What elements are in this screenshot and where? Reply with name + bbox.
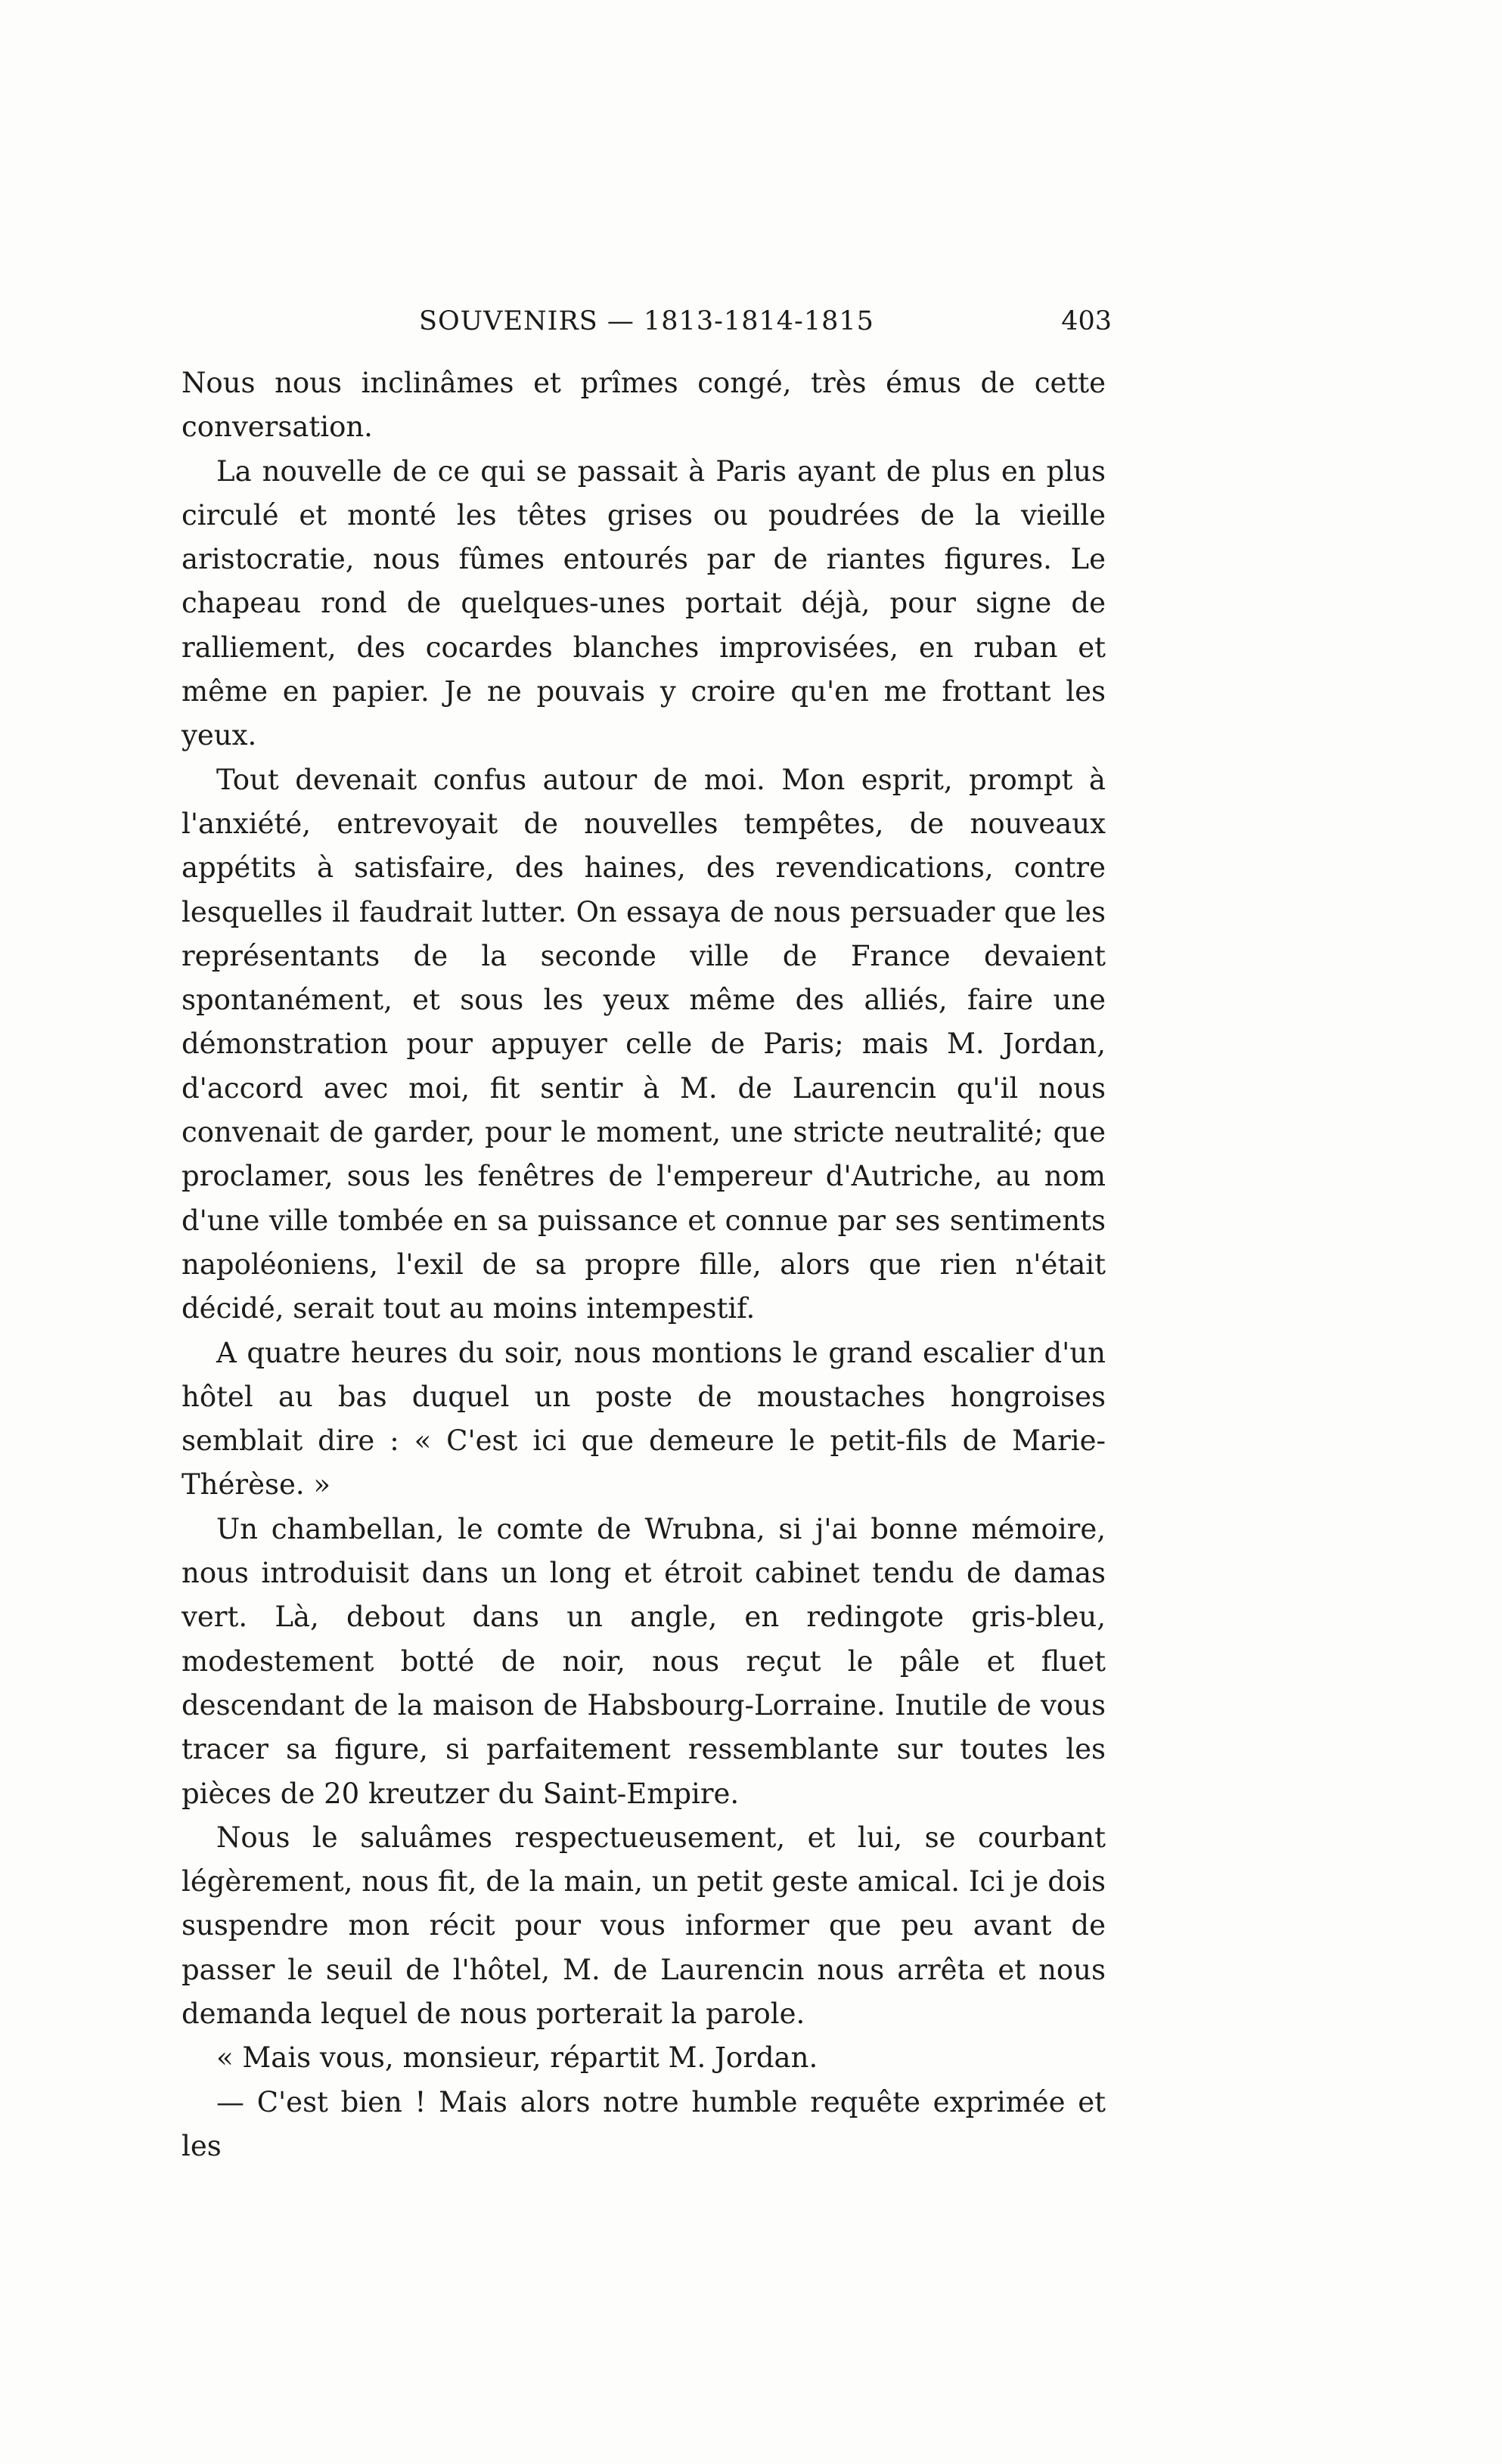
running-header [182, 306, 1112, 352]
paragraph: — C'est bien ! Mais alors notre humble requête exprimée et les [182, 2085, 1106, 2162]
paragraph: Nous le saluâmes respectueusement, et lui, se courbant légèrement, nous fit, de la main, un petit geste amical. Ici je dois suspendre mon récit pour vous informer que peu avant de passer le seuil de l'hôtel, M. de Laurencin nous arrêta et nous demanda lequel de nous porterait la parole. [182, 1821, 1106, 2030]
page-number: 403 [1061, 306, 1112, 336]
paragraph: Un chambellan, le comte de Wrubna, si j'ai bonne mémoire, nous introduisit dans un long et étroit cabinet tendu de damas vert. Là, debout dans un angle, en redingote gris-bleu, modestement botté de noir, nous reçut le pâle et fluet descendant de la maison de Habsbourg-Lorraine. Inutile de vous tracer sa figure, si parfaitement ressemblante sur toutes les pièces de 20 kreutzer du Saint-Empire. [182, 1512, 1106, 1810]
paragraph: Tout devenait confus autour de moi. Mon esprit, prompt à l'anxiété, entrevoyait de nouvelles tempêtes, de nouveaux appétits à satisfaire, des haines, des revendications, contre lesquelles il faudrait lutter. On essaya de nous persuader que les représentants de la seconde ville de France devaient spontanément, et sous les yeux même des alliés, faire une démonstration pour appuyer celle de Paris; mais M. Jordan, d'accord avec moi, fit sentir à M. de Laurencin qu'il nous convenait de garder, pour le moment, une stricte neutralité; que proclamer, sous les fenêtres de l'empereur d'Autriche, au nom d'une ville tombée en sa puissance et connue par ses sentiments napoléoniens, l'exil de sa propre fille, alors que rien n'était décidé, serait tout au moins intempestif. [182, 763, 1106, 1325]
paragraph: La nouvelle de ce qui se passait à Paris ayant de plus en plus circulé et monté les têtes grises ou poudrées de la vieille aristocratie, nous fûmes entourés par de riantes figures. Le chapeau rond de quelques-unes portait déjà, pour signe de ralliement, des cocardes blanches improvisées, en ruban et même en papier. Je ne pouvais y croire qu'en me frottant les yeux. [182, 454, 1106, 752]
paragraph: « Mais vous, monsieur, répartit M. Jordan. [216, 2041, 818, 2075]
paragraph: A quatre heures du soir, nous montions le grand escalier d'un hôtel au bas duquel un poste de moustaches hongroises semblait dire : « C'est ici que demeure le petit-fils de Marie-Thérèse. » [182, 1336, 1106, 1502]
paragraph: Nous nous inclinâmes et prîmes congé, très émus de cette conversation. [182, 367, 1106, 444]
body-text [182, 361, 1106, 2168]
running-title: SOUVENIRS — 1813-1814-1815 [419, 306, 874, 336]
